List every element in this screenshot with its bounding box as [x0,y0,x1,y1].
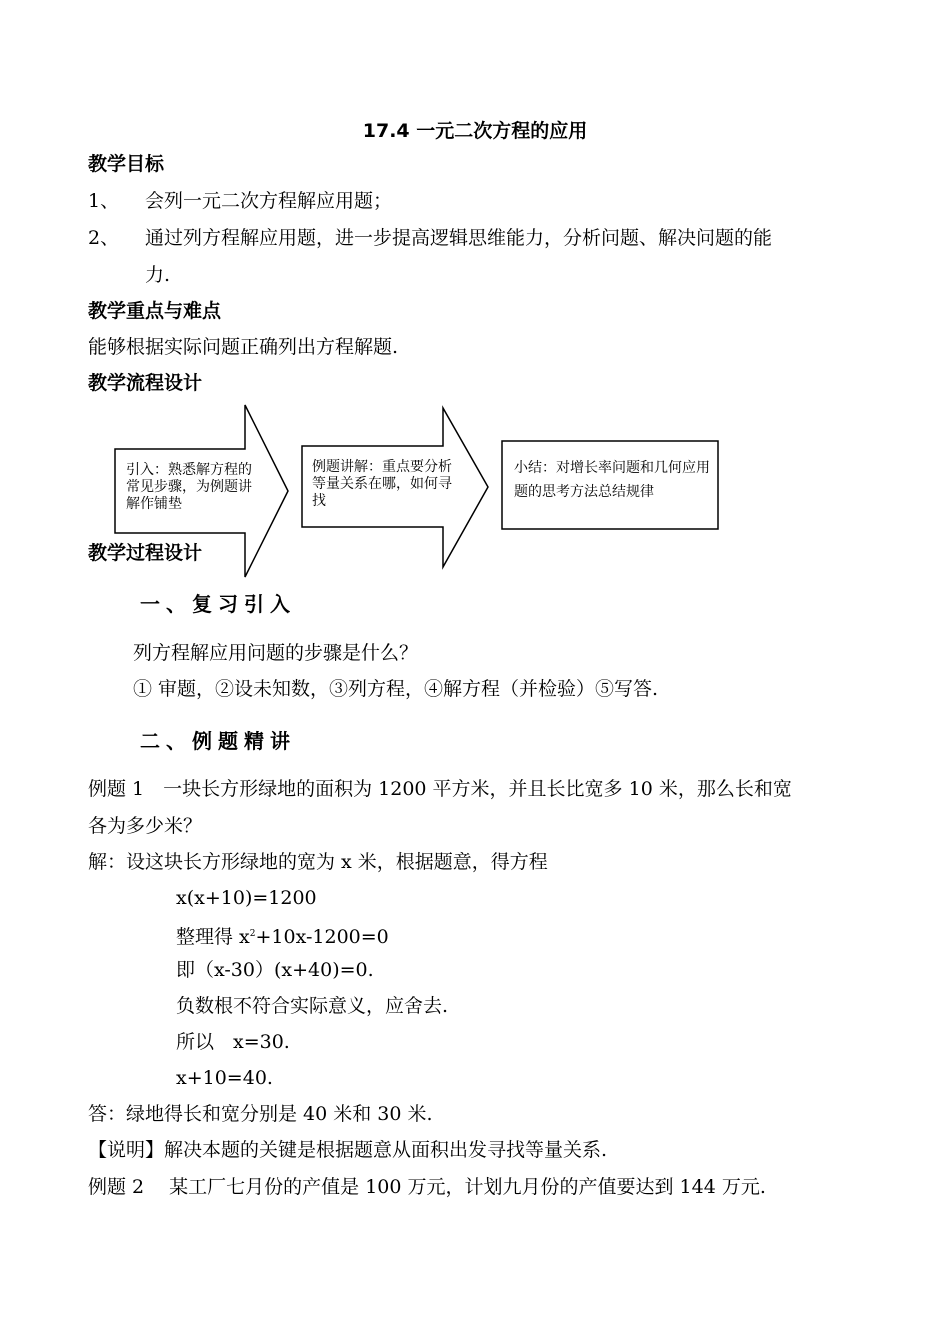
solution-intro: 解：设这块长方形绿地的宽为 x 米，根据题意，得方程 [88,851,548,873]
goal-2-text: 通过列方程解应用题，进一步提高逻辑思维能力，分析问题、解决问题的能 [145,227,773,249]
heading-process: 教学过程设计 [88,542,203,564]
equation-5: 所以 x=30. [176,1031,290,1053]
flow-step-3-text: 小结：对增长率问题和几何应用题的思考方法总结规律 [514,460,710,500]
heading-goals: 教学目标 [88,153,165,175]
example-2-text: 例题 2 某工厂七月份的产值是 100 万元，计划九月份的产值要达到 144 万元. [88,1176,766,1198]
note-text: 【说明】解决本题的关键是根据题意从面积出发寻找等量关系. [88,1139,608,1161]
goal-1-text: 会列一元二次方程解应用题； [145,190,393,212]
flow-step-2-text: 例题讲解：重点要分析等量关系在哪，如何寻找 [312,459,452,509]
section-examples-title: 二、例题精讲 [140,729,296,753]
example-1-text-cont: 各为多少米？ [88,815,203,837]
equation-1: x(x+10)=1200 [176,887,317,909]
equation-3: 即（x-30）(x+40)=0. [176,959,374,981]
review-question: 列方程解应用问题的步骤是什么？ [133,642,419,664]
review-answer: ① 审题，②设未知数，③列方程，④解方程（并检验）⑤写答. [133,678,659,700]
section-review-title: 一、复习引入 [140,592,296,616]
answer-text: 答：绿地得长和宽分别是 40 米和 30 米. [88,1103,433,1125]
equation-2: 整理得 $x^2+10x-1200=0$ [176,926,389,948]
example-1-text: 例题 1 一块长方形绿地的面积为 1200 平方米，并且长比宽多 10 米，那么长和宽 [88,778,792,800]
key-points-text: 能够根据实际问题正确列出方程解题. [88,336,399,358]
goal-1-number: 1、 [88,190,120,212]
equation-6: x+10=40. [176,1067,273,1089]
page-title: 17.4 一元二次方程的应用 [362,120,588,142]
heading-key-points: 教学重点与难点 [88,300,222,322]
flow-step-1-text: 引入：熟悉解方程的常见步骤，为例题讲解作铺垫 [126,462,252,512]
heading-flow: 教学流程设计 [88,372,203,394]
goal-2-number: 2、 [88,227,120,249]
equation-4: 负数根不符合实际意义，应舍去. [176,995,449,1017]
goal-2-text-cont: 力. [145,264,171,286]
